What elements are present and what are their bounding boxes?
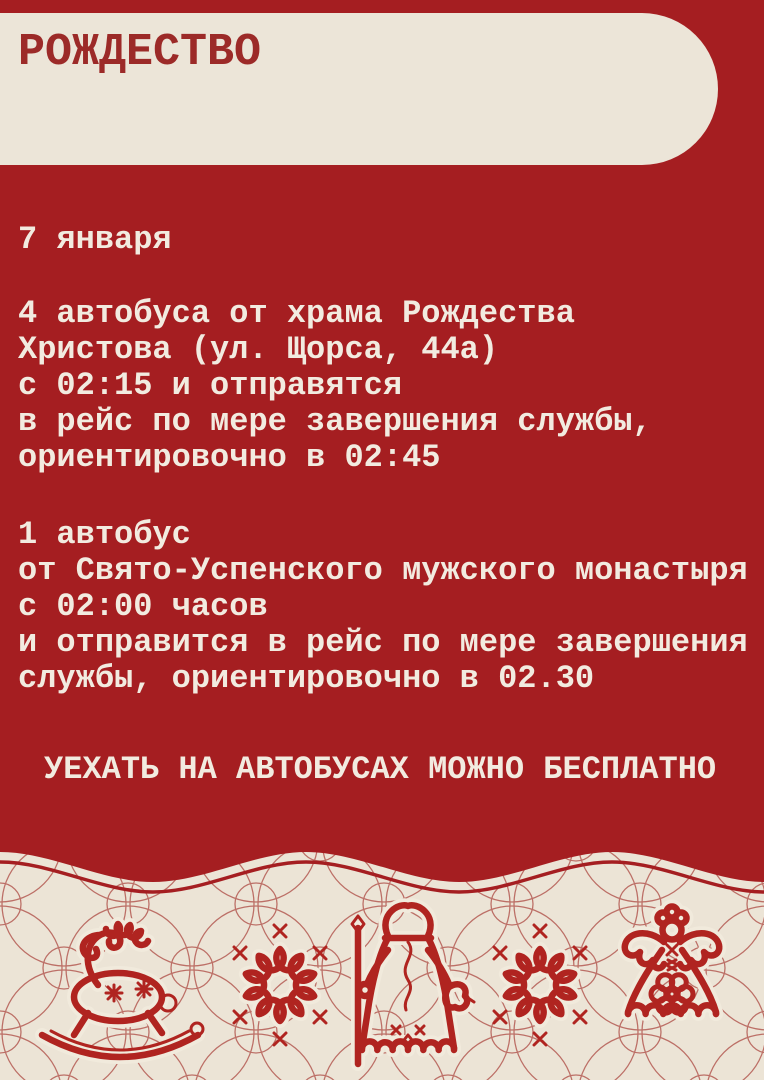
footnote-text: УЕХАТЬ НА АВТОБУСАХ МОЖНО БЕСПЛАТНО (44, 751, 717, 788)
schedule-line: с 02:00 часов (18, 588, 268, 625)
schedule-line: службы, ориентировочно в 02.30 (18, 660, 595, 697)
schedule-line: 1 автобус (18, 516, 191, 553)
schedule-line: 4 автобуса от храма Рождества (18, 295, 575, 332)
header-band (0, 13, 718, 165)
date-text: 7 января (18, 221, 172, 258)
schedule-paragraph-2 (18, 517, 748, 697)
schedule-line: Христова (ул. Щорса, 44а) (18, 331, 499, 368)
schedule-paragraph-1 (18, 296, 652, 476)
schedule-line: в рейс по мере завершения службы, (18, 403, 652, 440)
schedule-line: ориентировочно в 02:45 (18, 439, 441, 476)
schedule-line: с 02:15 и отправятся (18, 367, 403, 404)
schedule-line: от Свято-Успенского мужского монастыря (18, 552, 748, 589)
page-title: РОЖДЕСТВО (18, 27, 262, 78)
schedule-line: и отправится в рейс по мере завершения (18, 624, 748, 661)
lace-footer (0, 840, 764, 1080)
